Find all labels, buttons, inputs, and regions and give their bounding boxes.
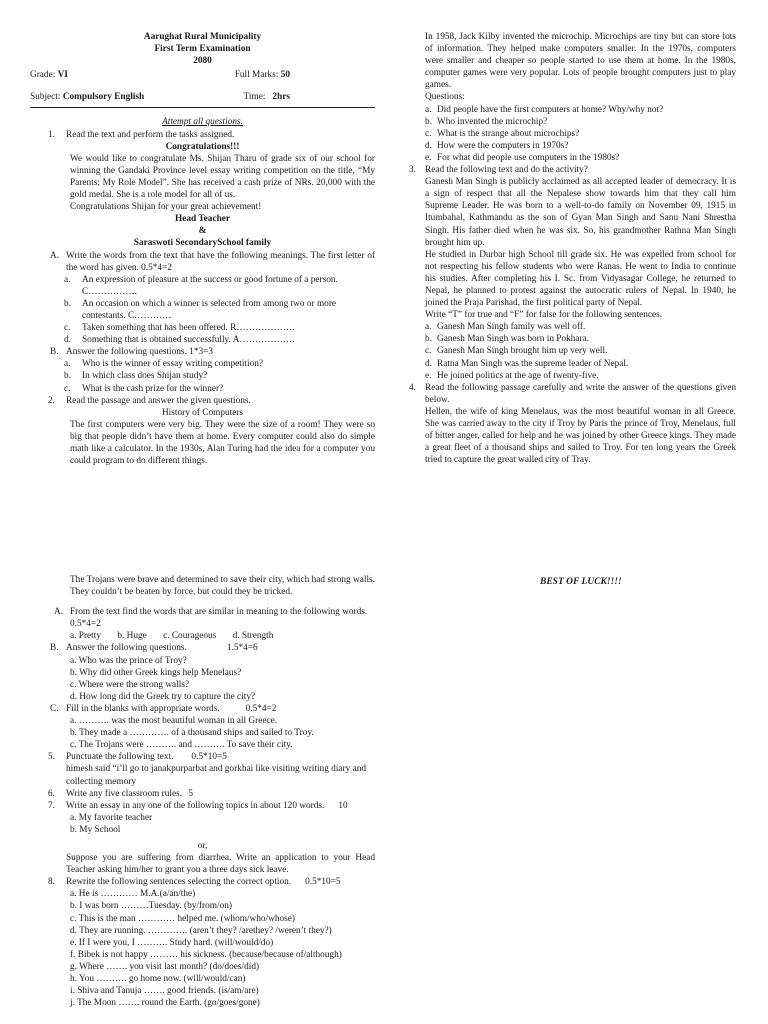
question-4: 4. Read the following passage carefully and write the answer of the questions given below. — [409, 382, 736, 405]
passage-paragraph: The Trojans were brave and determined to save their city, which had strong walls. They couldn’t be beaten by force, but could they be tricked. — [70, 575, 375, 598]
question-4b: B. Answer the following questions. 1.5*4=6 — [50, 643, 258, 654]
list-item: c. Ganesh Man Singh brought him up very well. — [425, 346, 608, 357]
passage-title: History of Computers — [161, 407, 244, 418]
list-item: c. This is the man ………… helped me. (whom/who/whose) — [70, 913, 295, 924]
grade-marks-line — [30, 69, 375, 81]
notice-signature-2: & — [198, 226, 207, 237]
list-item: a. He is ………… M.A.(a/an/the) — [70, 889, 196, 900]
list-item: f. Bibek is not happy ……… his sickness. (because/because of/although) — [70, 949, 342, 960]
punctuation-text: himesh said “i’ll go to janakpurparbat and gorkhai like visiting writing diary and collecting memory — [66, 764, 367, 787]
questions-label: Questions: — [425, 92, 465, 103]
list-item: d. Something that is obtained successfully. A……………… — [64, 335, 296, 346]
question-3: 3. Read the following text and do the activity? — [409, 165, 588, 176]
list-item: c. What is the cash prize for the winner? — [64, 383, 224, 394]
closing-message: BEST OF LUCK!!!! — [540, 577, 622, 587]
list-item: a. Who was the prince of Troy? — [70, 655, 187, 666]
list-item: b. Ganesh Man Singh was born in Pokhara. — [425, 334, 590, 345]
list-item: d. How long did the Greek try to capture the city? — [70, 691, 256, 702]
time-field: Time: 2hrs — [243, 92, 290, 103]
question-1: 1. Read the text and perform the tasks assigned. — [48, 129, 235, 140]
list-item: a. My favorite teacher — [70, 812, 153, 823]
list-item: b. They made a …………. of a thousand ships and sailed to Troy. — [70, 728, 314, 739]
question-7: 7. Write an essay in any one of the following topics in about 120 words. 10 — [48, 800, 348, 811]
notice-signature-3: Saraswoti SecondarySchool family — [133, 238, 272, 249]
question-4c: C. Fill in the blanks with appropriate words. 0.5*4=2 — [50, 703, 277, 714]
header-divider — [30, 107, 375, 108]
list-item: g. Where ……. you visit last month? (do/does/did) — [70, 961, 260, 972]
list-item: c. Taken something that has been offered. R………………. — [64, 323, 295, 334]
question-2: 2. Read the passage and answer the given questions. — [48, 395, 251, 406]
question-3-items — [425, 321, 736, 381]
passage-paragraph: In 1958, Jack Kilby invented the microchip. Microchips are tiny but can store lots of information. They helped make computers smaller. In the 1970s, computers were smaller and cheaper so people started to use them at home. In the 1980s, computer games were very popular. Lots of people brought computers just to play games. — [425, 32, 736, 91]
instruction: Attempt all questions. — [162, 117, 243, 128]
list-item: j. The Moon ……. round the Earth. (go/goes/gone) — [70, 998, 260, 1009]
list-item: a. ………. was the most beautiful woman in all Greece. — [70, 716, 278, 727]
school-name: Aarughat Rural Municipality — [143, 32, 262, 42]
list-item: c. What is the strange about microchips? — [425, 128, 580, 139]
passage-paragraph: He studied in Durbar high School till grade six. He was expelled from school for not respecting his fellow students who were Ranas. He went to India to continue his studies. After completing his I. Sc. from Vidyasagar College, he returned to Nepal, he planned to protest against the autocratic rulers of Nepal. In 1940, he joined the Praja Parishad, the first political party of Nepal. — [425, 249, 736, 309]
notice-wish: Congratulations Shijan for your great achievement! — [70, 202, 262, 213]
left-column-bottom — [30, 574, 375, 1009]
question-1a-items — [30, 274, 375, 347]
or-separator: or, — [197, 840, 208, 851]
notice-title: Congratulations!!! — [165, 141, 240, 152]
list-item: e. If I were you, I ………. Study hard. (will/would/do) — [70, 937, 274, 948]
list-item: h. You ………. go home now. (will/would/can) — [70, 974, 246, 984]
list-item: i. Shiva and Tanuja ……. good friends. (is/am/are) — [70, 986, 259, 997]
passage-paragraph: Hellen, the wife of king Menelaus, was the most beautiful woman in all Greece. She was carried away to the city if Troy by Paris the prince of Troy, Menelaus, full of bitter anger, called for help and he was joined by other Greece kings. They made a great fleet of a thousand ships and sailed to Troy. For ten long years the Greek tried to capture the great walled city of Tray. — [425, 406, 736, 466]
passage-paragraph: Ganesh Man Singh is publicly acclaimed as all accepted leader of democracy. It is a sign of respect that all the Nepalese show towards him that they call him Supreme Leader. He was born to a well-to-do family on November 09, 1915 in Itumbahal, Kathmandu as the son of Gyan Man Singh and Sanu Nani Shrestha Singh. His father died when he was six. So, his grandmother Rathna Man Singh brought him up. — [425, 177, 736, 248]
exam-year: 2080 — [193, 56, 212, 67]
alternative-task: Suppose you are suffering from diarrhea. Write an application to your Head Teacher asking him/her to grant you a three days sick leave. — [66, 853, 375, 876]
subject-field: Subject: Compulsory English — [30, 92, 145, 103]
list-item: e. For what did people use computers in the 1980s? — [425, 152, 620, 163]
right-column-top — [409, 31, 736, 466]
exam-title: First Term Examination — [154, 44, 251, 55]
question-8: 8. Rewrite the following sentences selecting the correct option. 0.5*10=5 — [48, 877, 341, 888]
list-item: e. He joined politics at the age of twenty-five. — [425, 370, 599, 381]
list-item: c. Where were the strong walls? — [70, 679, 190, 690]
question-5: 5. Punctuate the following text. 0.5*10=5 — [48, 752, 227, 763]
true-false-instruction: Write “T” for true and “F” for false for the following sentences. — [425, 310, 663, 321]
question-6: 6. Write any five classroom rules. 5 — [48, 788, 194, 799]
list-item: b. Who invented the microchip? — [425, 116, 548, 127]
question-4a-options — [30, 630, 375, 642]
passage-paragraph: The first computers were very big. They were the size of a room! They were so big that people didn’t have them at home. Every computer could also do simple math like a calculator. In the 1930s, Alan Turing had the idea for a computer you could program to do different things. — [70, 419, 375, 467]
list-item: b. My School — [70, 824, 121, 835]
list-item: d. How were the computers in 1970s? — [425, 140, 569, 151]
list-item: b. I was born ………Tuesday. (by/from/on) — [70, 901, 232, 912]
list-item: a. Did people have the first computers at home? Why/why not? — [425, 104, 664, 115]
list-item: a. An expression of pleasure at the success or good fortune of a person. C……………. — [64, 274, 338, 297]
grade-field: Grade: VI — [30, 70, 68, 81]
left-column-top — [30, 31, 375, 467]
option-item: d. Strength — [232, 631, 274, 642]
list-item: b. In which class does Shijan study? — [64, 371, 208, 382]
question-1a: A. Write the words from the text that have the following meanings. The first letter of the word has given. 0.5*4=2 — [50, 250, 375, 273]
option-item: b. Huge — [117, 631, 147, 642]
option-item: a. Pretty — [70, 631, 101, 642]
notice-signature-1: Head Teacher — [174, 214, 230, 225]
question-4a: A. From the text find the words that are similar in meaning to the following words. 0.5*4=2 — [54, 607, 368, 630]
question-1b-items — [30, 358, 375, 394]
list-item: c. The Trojans were ………. and ………. To save their city. — [70, 740, 293, 751]
question-2-items — [425, 104, 736, 164]
subject-time-line — [30, 91, 375, 103]
list-item: d. Ratna Man Singh was the supreme leader of Nepal. — [425, 358, 629, 369]
notice-body: We would like to congratulate Ms. Shijan Tharu of grade six of our school for winning the Gandaki Province level essay writing competition on the title, “My Parents; My Role Model”. She has received a cash prize of NRs. 20,000 with the gold medal. She is a role model for all of us. — [70, 153, 375, 201]
option-item: c. Courageous — [163, 631, 217, 642]
question-1b: B. Answer the following questions. 1*3=3 — [50, 347, 214, 358]
list-item: a. Who is the winner of essay writing competition? — [64, 359, 263, 370]
list-item: b. Why did other Greek kings help Menelaus? — [70, 667, 242, 678]
list-item: d. They are running. …………. (aren’t they? /arethey? /weren’t they?) — [70, 925, 332, 936]
list-item: b. An occasion on which a winner is selected from among two or more contestants. C………… — [64, 298, 337, 321]
list-item: a. Ganesh Man Singh family was well off. — [425, 322, 586, 333]
full-marks-field: Full Marks: 50 — [234, 70, 290, 81]
